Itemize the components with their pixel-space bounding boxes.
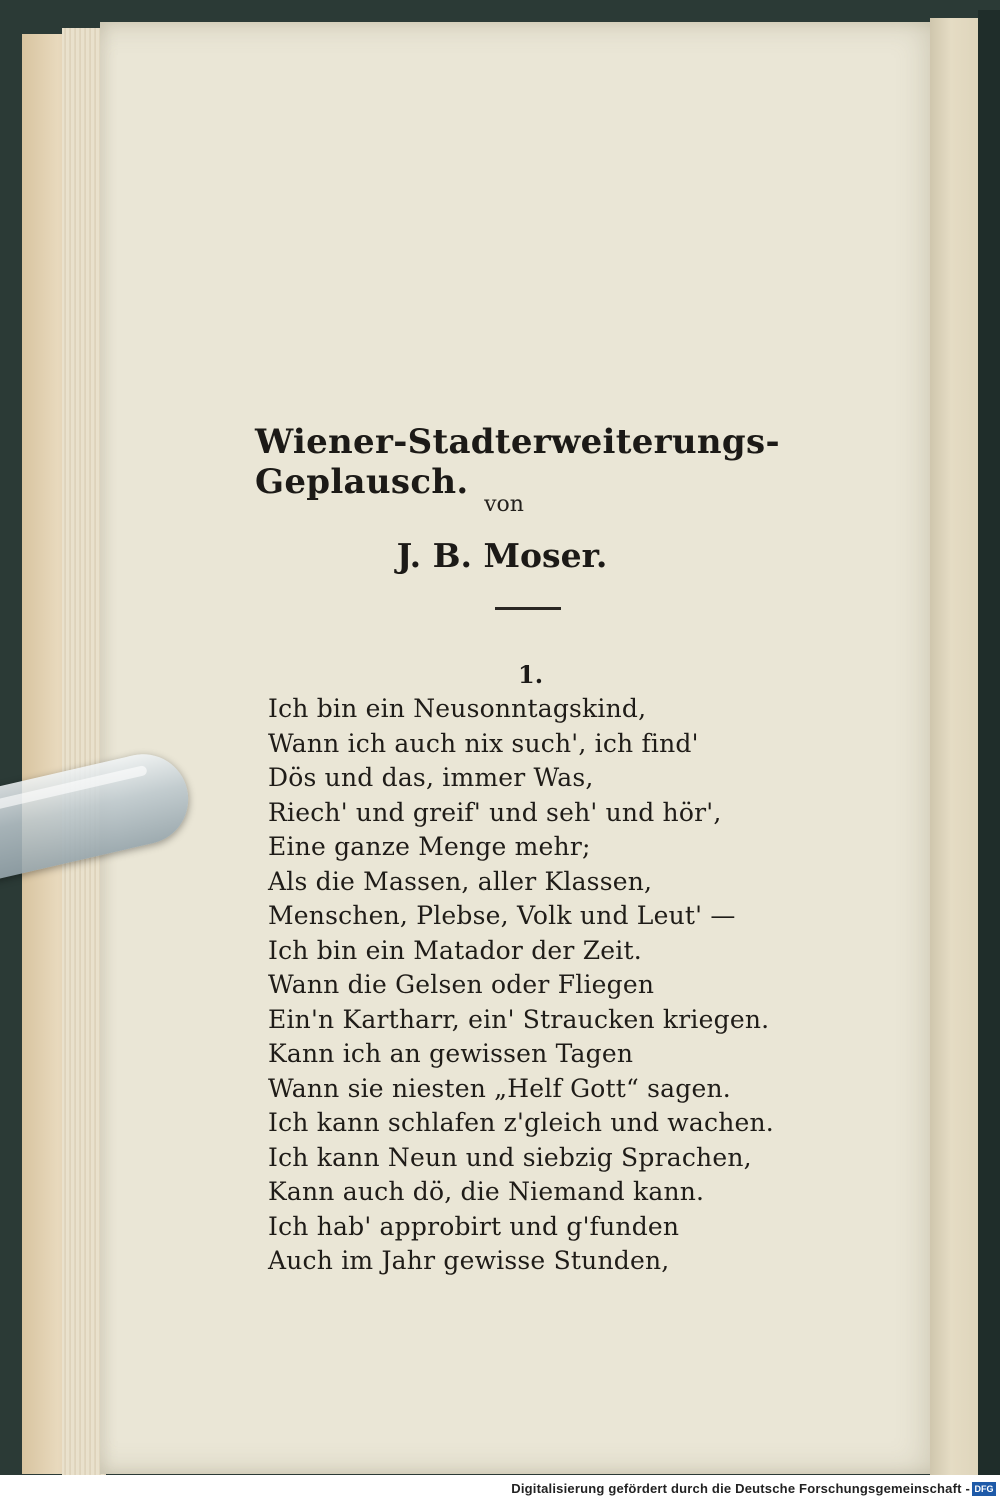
poem-line: Ich hab' approbirt und g'funden bbox=[268, 1211, 680, 1241]
poem-line: Ich kann Neun und siebzig Sprachen, bbox=[268, 1142, 752, 1172]
poem-line: Auch im Jahr gewisse Stunden, bbox=[268, 1246, 670, 1275]
poem-line: Kann ich an gewissen Tagen bbox=[268, 1039, 634, 1068]
poem-line: Dös und das, immer Was, bbox=[268, 763, 594, 792]
stanza-number: 1. bbox=[518, 660, 544, 689]
poem-line: Eine ganze Menge mehr; bbox=[268, 832, 591, 861]
poem-line: Kann auch dö, die Niemand kann. bbox=[268, 1177, 705, 1206]
poem-line: Riech' und greif' und seh' und hör', bbox=[268, 797, 722, 827]
byline: von bbox=[484, 492, 524, 517]
poem-line: Ich bin ein Matador der Zeit. bbox=[268, 935, 642, 965]
poem-line: Menschen, Plebse, Volk und Leut' — bbox=[268, 901, 736, 930]
poem-line: Ich kann schlafen z'gleich und wachen. bbox=[268, 1108, 774, 1137]
poem-line: Wann sie niesten „Helf Gott“ sagen. bbox=[268, 1073, 731, 1103]
poem-body bbox=[268, 692, 774, 1279]
digitization-footer bbox=[0, 1475, 1000, 1503]
poem-line: Ein'n Kartharr, ein' Straucken kriegen. bbox=[268, 1004, 770, 1034]
poem-line: Wann ich auch nix such', ich find' bbox=[268, 728, 699, 758]
dfg-logo-icon: DFG bbox=[972, 1482, 996, 1496]
author-name: J. B. Moser. bbox=[396, 536, 608, 575]
funding-credit: Digitalisierung gefördert durch die Deutsche Forschungsgemeinschaft - bbox=[511, 1481, 970, 1496]
poem-line: Als die Massen, aller Klassen, bbox=[268, 866, 653, 896]
poem-line: Ich bin ein Neusonntagskind, bbox=[268, 694, 647, 723]
scan-border bbox=[978, 10, 1000, 1480]
poem-title: Wiener-Stadterweiterungs-Geplausch. bbox=[255, 422, 780, 502]
poem-line: Wann die Gelsen oder Fliegen bbox=[268, 970, 655, 999]
separator-rule bbox=[495, 607, 561, 610]
